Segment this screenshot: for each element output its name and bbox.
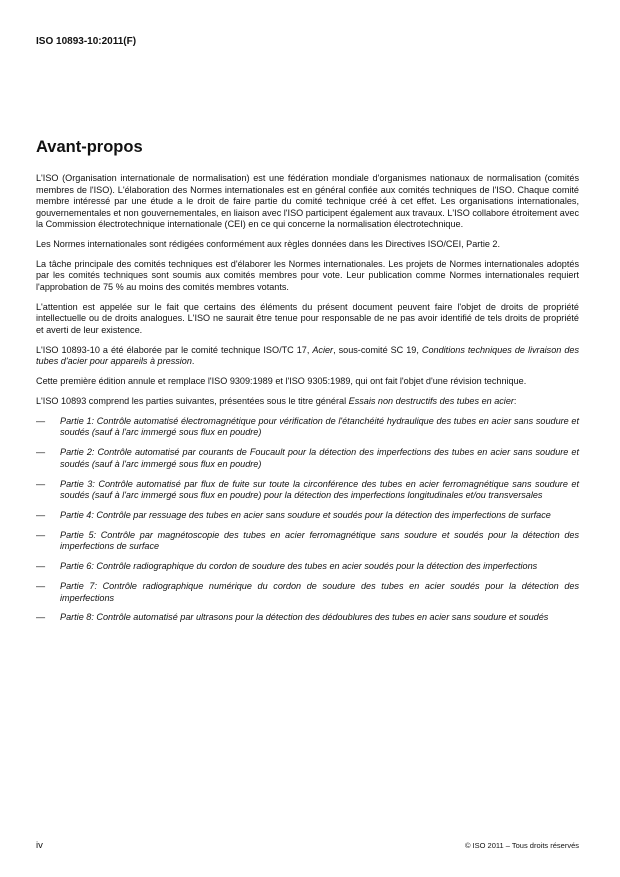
- list-item: [36, 581, 579, 604]
- text: :: [513, 395, 517, 406]
- list-item-text: Partie 1: Contrôle automatisé électromagnétique pour vérification de l'étanchéité hydraulique des tubes en acier sans soudure et soudés (sauf à l'arc immergé sous flux en poudre): [60, 415, 579, 438]
- document-id-header: ISO 10893-10:2011(F): [36, 36, 137, 47]
- dash-bullet: —: [36, 415, 46, 426]
- paragraph: La tâche principale des comités techniques est d'élaborer les Normes internationales. Les projets de Normes internationales adoptés par les comités techniques sont soumis aux comités membres pour vote. Leur publication comme Normes internationales requiert l'approbation de 75 % au moins des comités membres votants.: [36, 258, 579, 292]
- list-item-text: Partie 4: Contrôle par ressuage des tubes en acier sans soudure et soudés pour la détection des imperfections de surface: [60, 509, 551, 520]
- subcommittee-name: Conditions techniques de livraison des tubes d'acier pour appareils à pression: [36, 344, 579, 367]
- dash-bullet: —: [36, 447, 46, 458]
- text: , sous-comité SC 19,: [333, 344, 422, 355]
- paragraph: L'attention est appelée sur le fait que certains des éléments du présent document peuvent faire l'objet de droits de propriété intellectuelle ou de droits analogues. L'ISO ne saurait être tenue pour responsable de ne pas avoir identifié de tels droits de propriété et averti de leur existence.: [36, 301, 579, 335]
- list-item: [36, 479, 579, 502]
- dash-bullet: —: [36, 561, 46, 572]
- text: L'ISO 10893 comprend les parties suivantes, présentées sous le titre général: [36, 395, 349, 406]
- list-item: [36, 510, 579, 522]
- list-item: [36, 416, 579, 439]
- dash-bullet: —: [36, 478, 46, 489]
- committee-name: Acier: [312, 344, 334, 355]
- section-title: Avant-propos: [36, 138, 143, 156]
- dash-bullet: —: [36, 529, 46, 540]
- paragraph: Cette première édition annule et remplace l'ISO 9309:1989 et l'ISO 9305:1989, qui ont fait l'objet d'une révision technique.: [36, 375, 527, 386]
- foreword-body: [36, 173, 579, 632]
- parts-list: [36, 416, 579, 624]
- dash-bullet: —: [36, 581, 46, 592]
- paragraph: [36, 396, 579, 408]
- list-item-text: Partie 2: Contrôle automatisé par courants de Foucault pour la détection des imperfections des tubes en acier sans soudure et soudés (sauf à l'arc immergé sous flux en poudre): [60, 447, 579, 469]
- list-item-text: Partie 7: Contrôle radiographique numérique du cordon de soudure des tubes en acier soudés pour la détection des imperfections: [60, 581, 579, 603]
- paragraph: L'ISO (Organisation internationale de normalisation) est une fédération mondiale d'organismes nationaux de normalisation (comités membres de l'ISO). L'élaboration des Normes internationales est en général confiée aux comités techniques de l'ISO. Chaque comité membre intéressé par une étude a le droit de faire partie du comité technique créé à cet effet. Les organisations internationales, gouvernementales et non gouvernementales, en liaison avec l'ISO participent également aux travaux. L'ISO collabore étroitement avec la Commission électrotechnique internationale (CEI) en ce qui concerne la normalisation électrotechnique.: [36, 173, 579, 229]
- dash-bullet: —: [36, 612, 46, 623]
- paragraph: Les Normes internationales sont rédigées conformément aux règles données dans les Directives ISO/CEI, Partie 2.: [36, 238, 501, 249]
- list-item-text: Partie 5: Contrôle par magnétoscopie des tubes en acier ferromagnétique sans soudure et soudés pour la détection des imperfections de surface: [60, 529, 579, 552]
- page-number: iv: [36, 840, 43, 851]
- list-item: [36, 612, 579, 624]
- paragraph: [36, 345, 579, 368]
- list-item: [36, 530, 579, 553]
- list-item-text: Partie 8: Contrôle automatisé par ultrasons pour la détection des dédoublures des tubes en acier sans soudure et soudés: [60, 612, 549, 623]
- general-title: Essais non destructifs des tubes en acier: [348, 395, 514, 406]
- list-item-text: Partie 6: Contrôle radiographique du cordon de soudure des tubes en acier soudés pour la détection des imperfections: [60, 561, 538, 572]
- text: .: [191, 356, 195, 367]
- list-item-text: Partie 3: Contrôle automatisé par flux de fuite sur toute la circonférence des tubes en acier ferromagnétique sans soudure et soudés (sauf à l'arc immergé sous flux en poudre) pour la détection des imperfections longitudinales et/ou transversales: [60, 478, 579, 501]
- copyright-notice: © ISO 2011 – Tous droits réservés: [464, 841, 579, 850]
- dash-bullet: —: [36, 509, 46, 520]
- text: L'ISO 10893-10 a été élaborée par le comité technique ISO/TC 17,: [36, 344, 313, 355]
- list-item: [36, 561, 579, 573]
- list-item: [36, 447, 579, 470]
